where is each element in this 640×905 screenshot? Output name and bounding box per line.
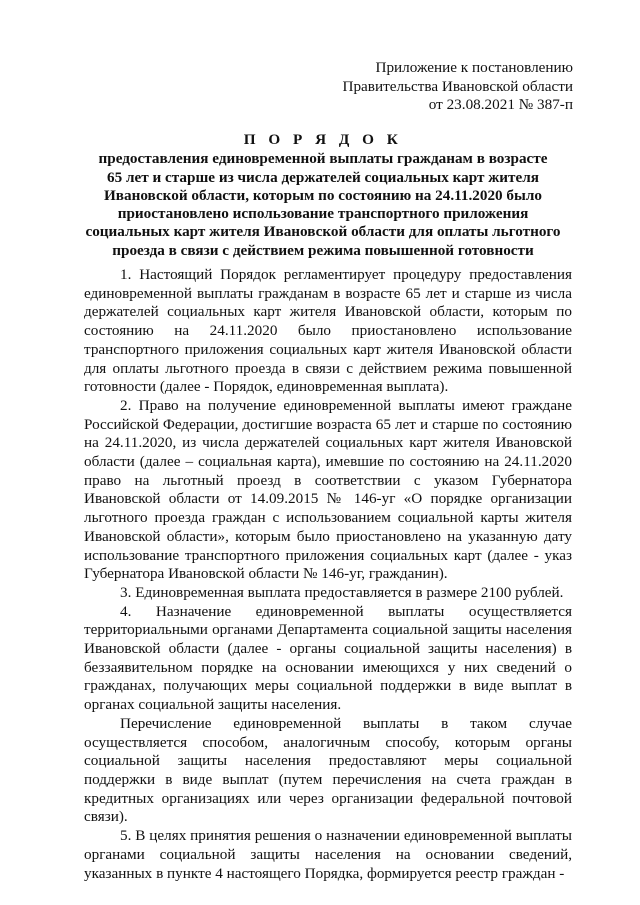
title-line: проезда в связи с действием режима повышенной готовности	[112, 241, 534, 259]
paragraph-1: 1. Настоящий Порядок регламентирует процедуру предоставления единовременной выплаты гражданам в возрасте 65 лет и старше из числа держателей социальных карт жителя Ивановской области, которым по состоянию на 24.11.2020 было приостановлено использование транспортного приложения социальных карт жителя Ивановской области для оплаты льготного проезда в связи с действием режима повышенной готовности (далее - Порядок, единовременная выплата).	[84, 266, 572, 396]
title-line: социальных карт жителя Ивановской области для оплаты льготного	[85, 223, 561, 241]
header-line-3: от 23.08.2021 № 387-п	[428, 96, 573, 114]
title-line: приостановлено использование транспортного приложения	[117, 205, 529, 223]
header-line-2: Правительства Ивановской области	[342, 77, 573, 95]
title-line: предоставления единовременной выплаты гражданам в возрасте	[98, 150, 548, 168]
document-body	[84, 266, 572, 883]
title-line: Ивановской области, которым по состоянию на 24.11.2020 было	[103, 186, 543, 204]
paragraph-5: 5. В целях принятия решения о назначении единовременной выплаты органами социальной защиты населения на основании сведений, указанных в пункте 4 настоящего Порядка, формируется реестр граждан -	[84, 827, 572, 882]
paragraph-4-continued: Перечисление единовременной выплаты в таком случае осуществляется способом, аналогичным способу, которым органы социальной защиты населения предоставляют меры социальной поддержки в виде выплат (путем перечисления на счета граждан в кредитных организациях или через организации федеральной почтовой связи).	[84, 714, 572, 826]
document-title	[60, 131, 586, 260]
title-subtitle	[60, 150, 586, 260]
appendix-header	[343, 59, 574, 115]
title-line: 65 лет и старше из числа держателей социальных карт жителя	[107, 168, 539, 186]
header-line-1: Приложение к постановлению	[375, 59, 573, 76]
title-heading: П О Р Я Д О К	[243, 131, 403, 148]
paragraph-3: 3. Единовременная выплата предоставляется в размере 2100 рублей.	[120, 583, 564, 601]
paragraph-4: 4. Назначение единовременной выплаты осуществляется территориальными органами Департамента социальной защиты населения Ивановской области (далее - органы социальной защиты населения) в беззаявительном порядке на основании имеющихся у них сведений о гражданах, получающих меры социальной поддержки в виде выплат в органах социальной защиты населения.	[84, 602, 572, 714]
paragraph-2: 2. Право на получение единовременной выплаты имеют граждане Российской Федерации, достигшие возраста 65 лет и старше по состоянию на 24.11.2020, из числа держателей социальных карт жителя Ивановской области (далее – социальная карта), имевшие по состоянию на 24.11.2020 право на льготный проезд в соответствии с указом Губернатора Ивановской области от 14.09.2015 № 146-уг «О порядке организации льготного проезда граждан с использованием социальной карты жителя Ивановской области», которым было приостановлено на указанную дату использование транспортного приложения социальных карт (далее - указ Губернатора Ивановской области № 146-уг, гражданин).	[84, 396, 572, 583]
